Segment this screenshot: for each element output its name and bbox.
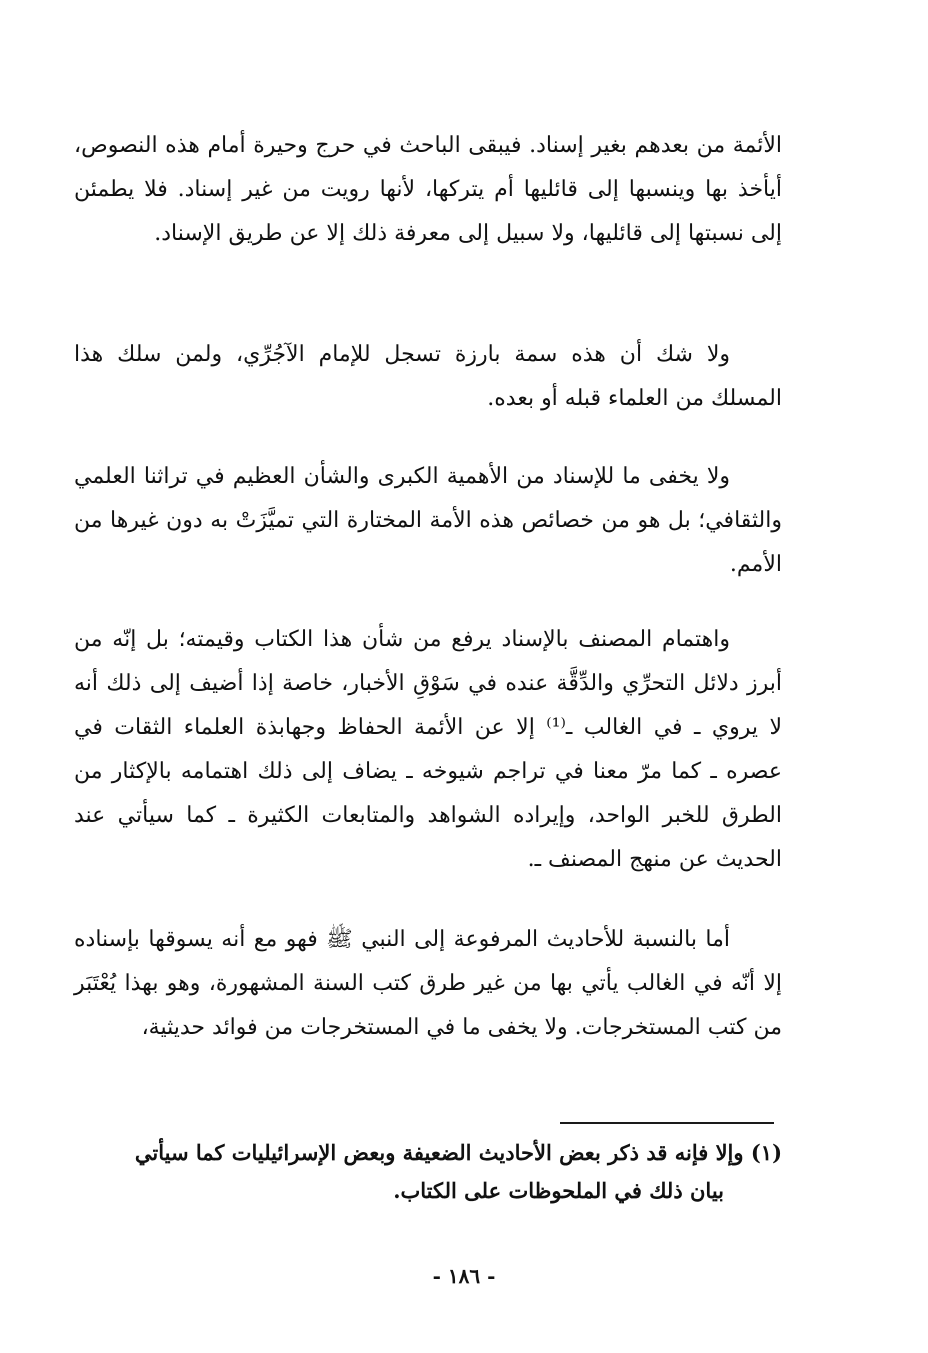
paragraph-2: ولا شك أن هذه سمة بارزة تسجل للإمام الآجُرِّي، ولمن سلك هذا المسلك من العلماء قبله أو بعده.: [74, 342, 782, 411]
paragraph-1: الأئمة من بعدهم بغير إسناد. فيبقى الباحث في حرج وحيرة أمام هذه النصوص، أيأخذ بها وينسبها إلى قائليها أم يتركها، لأنها رويت من غير إسناد. فلا يطمئن إلى نسبتها إلى قائليها، ولا سبيل إلى معرفة ذلك إلا عن طريق الإسناد.: [74, 133, 782, 246]
paragraph-4: واهتمام المصنف بالإسناد يرفع من شأن هذا الكتاب وقيمته؛ بل إنّه من أبرز دلائل التحرِّي والدِّقَّة عنده في سَوْقِ الأخبار، خاصة إذا أضيف إلى ذلك أنه لا يروي ـ في الغالب ـ⁽¹⁾ إلا عن الأئمة الحفاظ وجهابذة العلماء الثقات في عصره ـ كما مرّ معنا في تراجم شيوخه ـ يضاف إلى ذلك اهتمامه بالإكثار من الطرق للخبر الواحد، وإيراده الشواهد والمتابعات الكثيرة ـ كما سيأتي عند الحديث عن منهج المصنف ـ.: [74, 627, 783, 872]
footnote: [74, 1134, 782, 1210]
page-number: - ١٨٦ -: [432, 1264, 496, 1288]
footnote-line-1: (١) وإلا فإنه قد ذكر بعض الأحاديث الضعيفة وبعض الإسرائيليات كما سيأتي: [134, 1140, 782, 1165]
paragraph-3: ولا يخفى ما للإسناد من الأهمية الكبرى والشأن العظيم في تراثنا العلمي والثقافي؛ بل هو من خصائص هذه الأمة المختارة التي تميَّزَتْ به دون غيرها من الأمم.: [74, 464, 782, 577]
paragraph-5: أما بالنسبة للأحاديث المرفوعة إلى النبي ﷺ فهو مع أنه يسوقها بإسناده إلا أنّه في الغالب يأتي بها من غير طرق كتب السنة المشهورة، وهو بهذا يُعْتَبَر من كتب المستخرجات. ولا يخفى ما في المستخرجات من فوائد حديثية،: [74, 927, 782, 1040]
footnote-line-2: بيان ذلك في الملحوظات على الكتاب.: [393, 1178, 724, 1203]
footnote-divider: [560, 1122, 774, 1124]
